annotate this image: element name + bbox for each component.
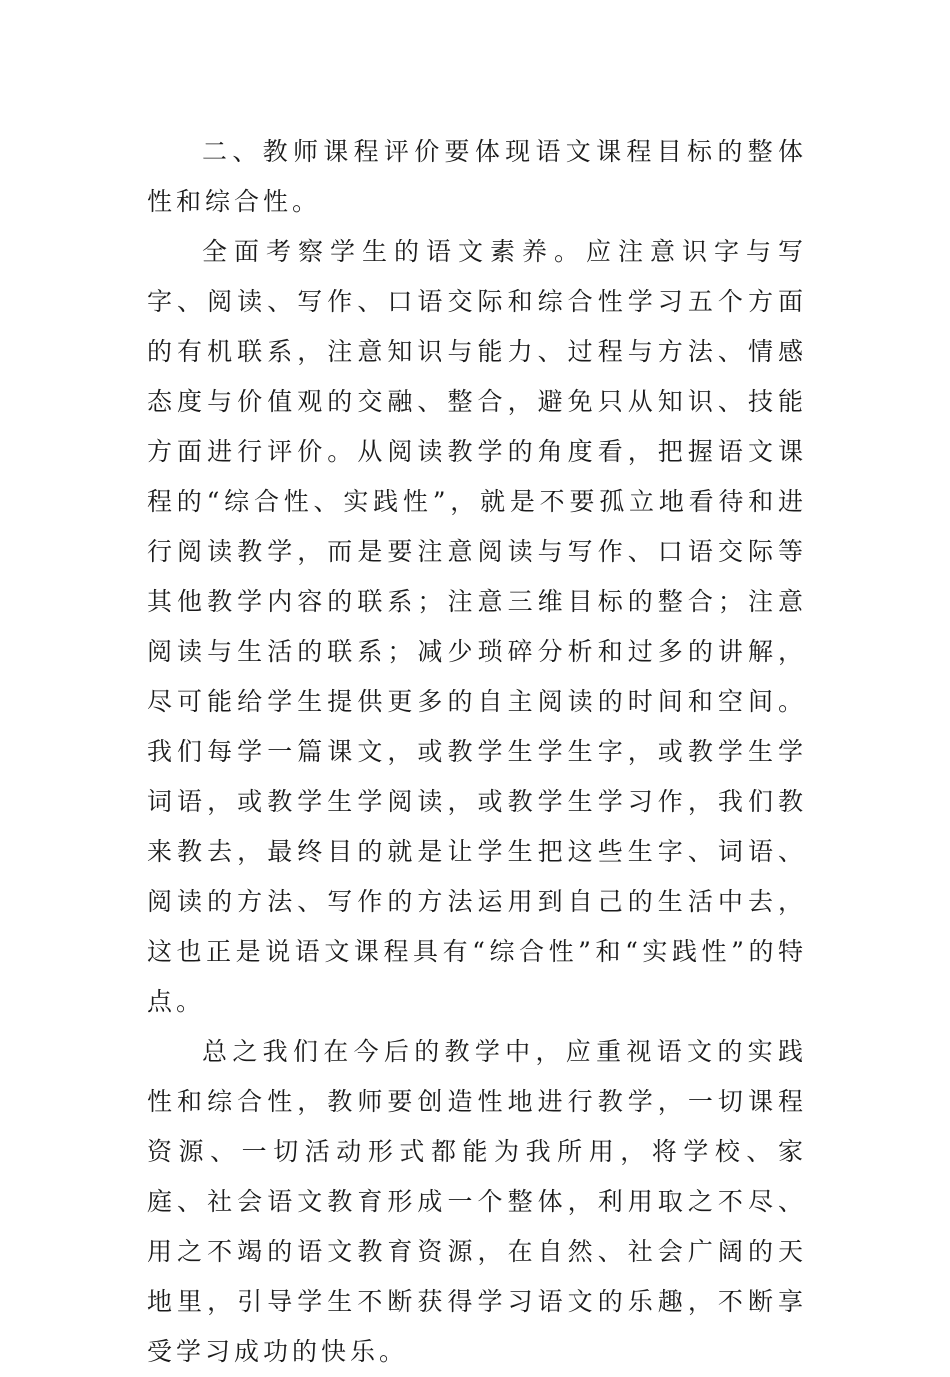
paragraph-conclusion: 总之我们在今后的教学中，应重视语文的实践性和综合性，教师要创造性地进行教学，一切课程资源、一切活动形式都能为我所用，将学校、家庭、社会语文教育形成一个整体，利用取之不尽、用之不竭的语文教育资源，在自然、社会广阔的天地里，引导学生不断获得学习语文的乐趣，不断享受学习成功的快乐。 bbox=[147, 1037, 807, 1366]
paragraph-body: 全面考察学生的语文素养。应注意识字与写字、阅读、写作、口语交际和综合性学习五个方面的有机联系，注意知识与能力、过程与方法、情感态度与价值观的交融、整合，避免只从知识、技能方面进行评价。从阅读教学的角度看，把握语文课程的“综合性、实践性”，就是不要孤立地看待和进行阅读教学，而是要注意阅读与写作、口语交际等其他教学内容的联系；注意三维目标的整合；注意阅读与生活的联系；减少琐碎分析和过多的讲解，尽可能给学生提供更多的自主阅读的时间和空间。 我们每学一篇课文，或教学生学生字，或教学生学词语，或教学生学阅读，或教学生学习作，我们教来教去，最终目的就是让学生把这些生字、词语、阅读的方法、写作的方法运用到自己的生活中去，这也正是说语文课程具有“综合性”和“实践性”的特点。 bbox=[147, 237, 807, 1016]
document-body bbox=[147, 127, 807, 1377]
paragraph-heading: 二、教师课程评价要体现语文课程目标的整体性和综合性。 bbox=[147, 137, 807, 216]
